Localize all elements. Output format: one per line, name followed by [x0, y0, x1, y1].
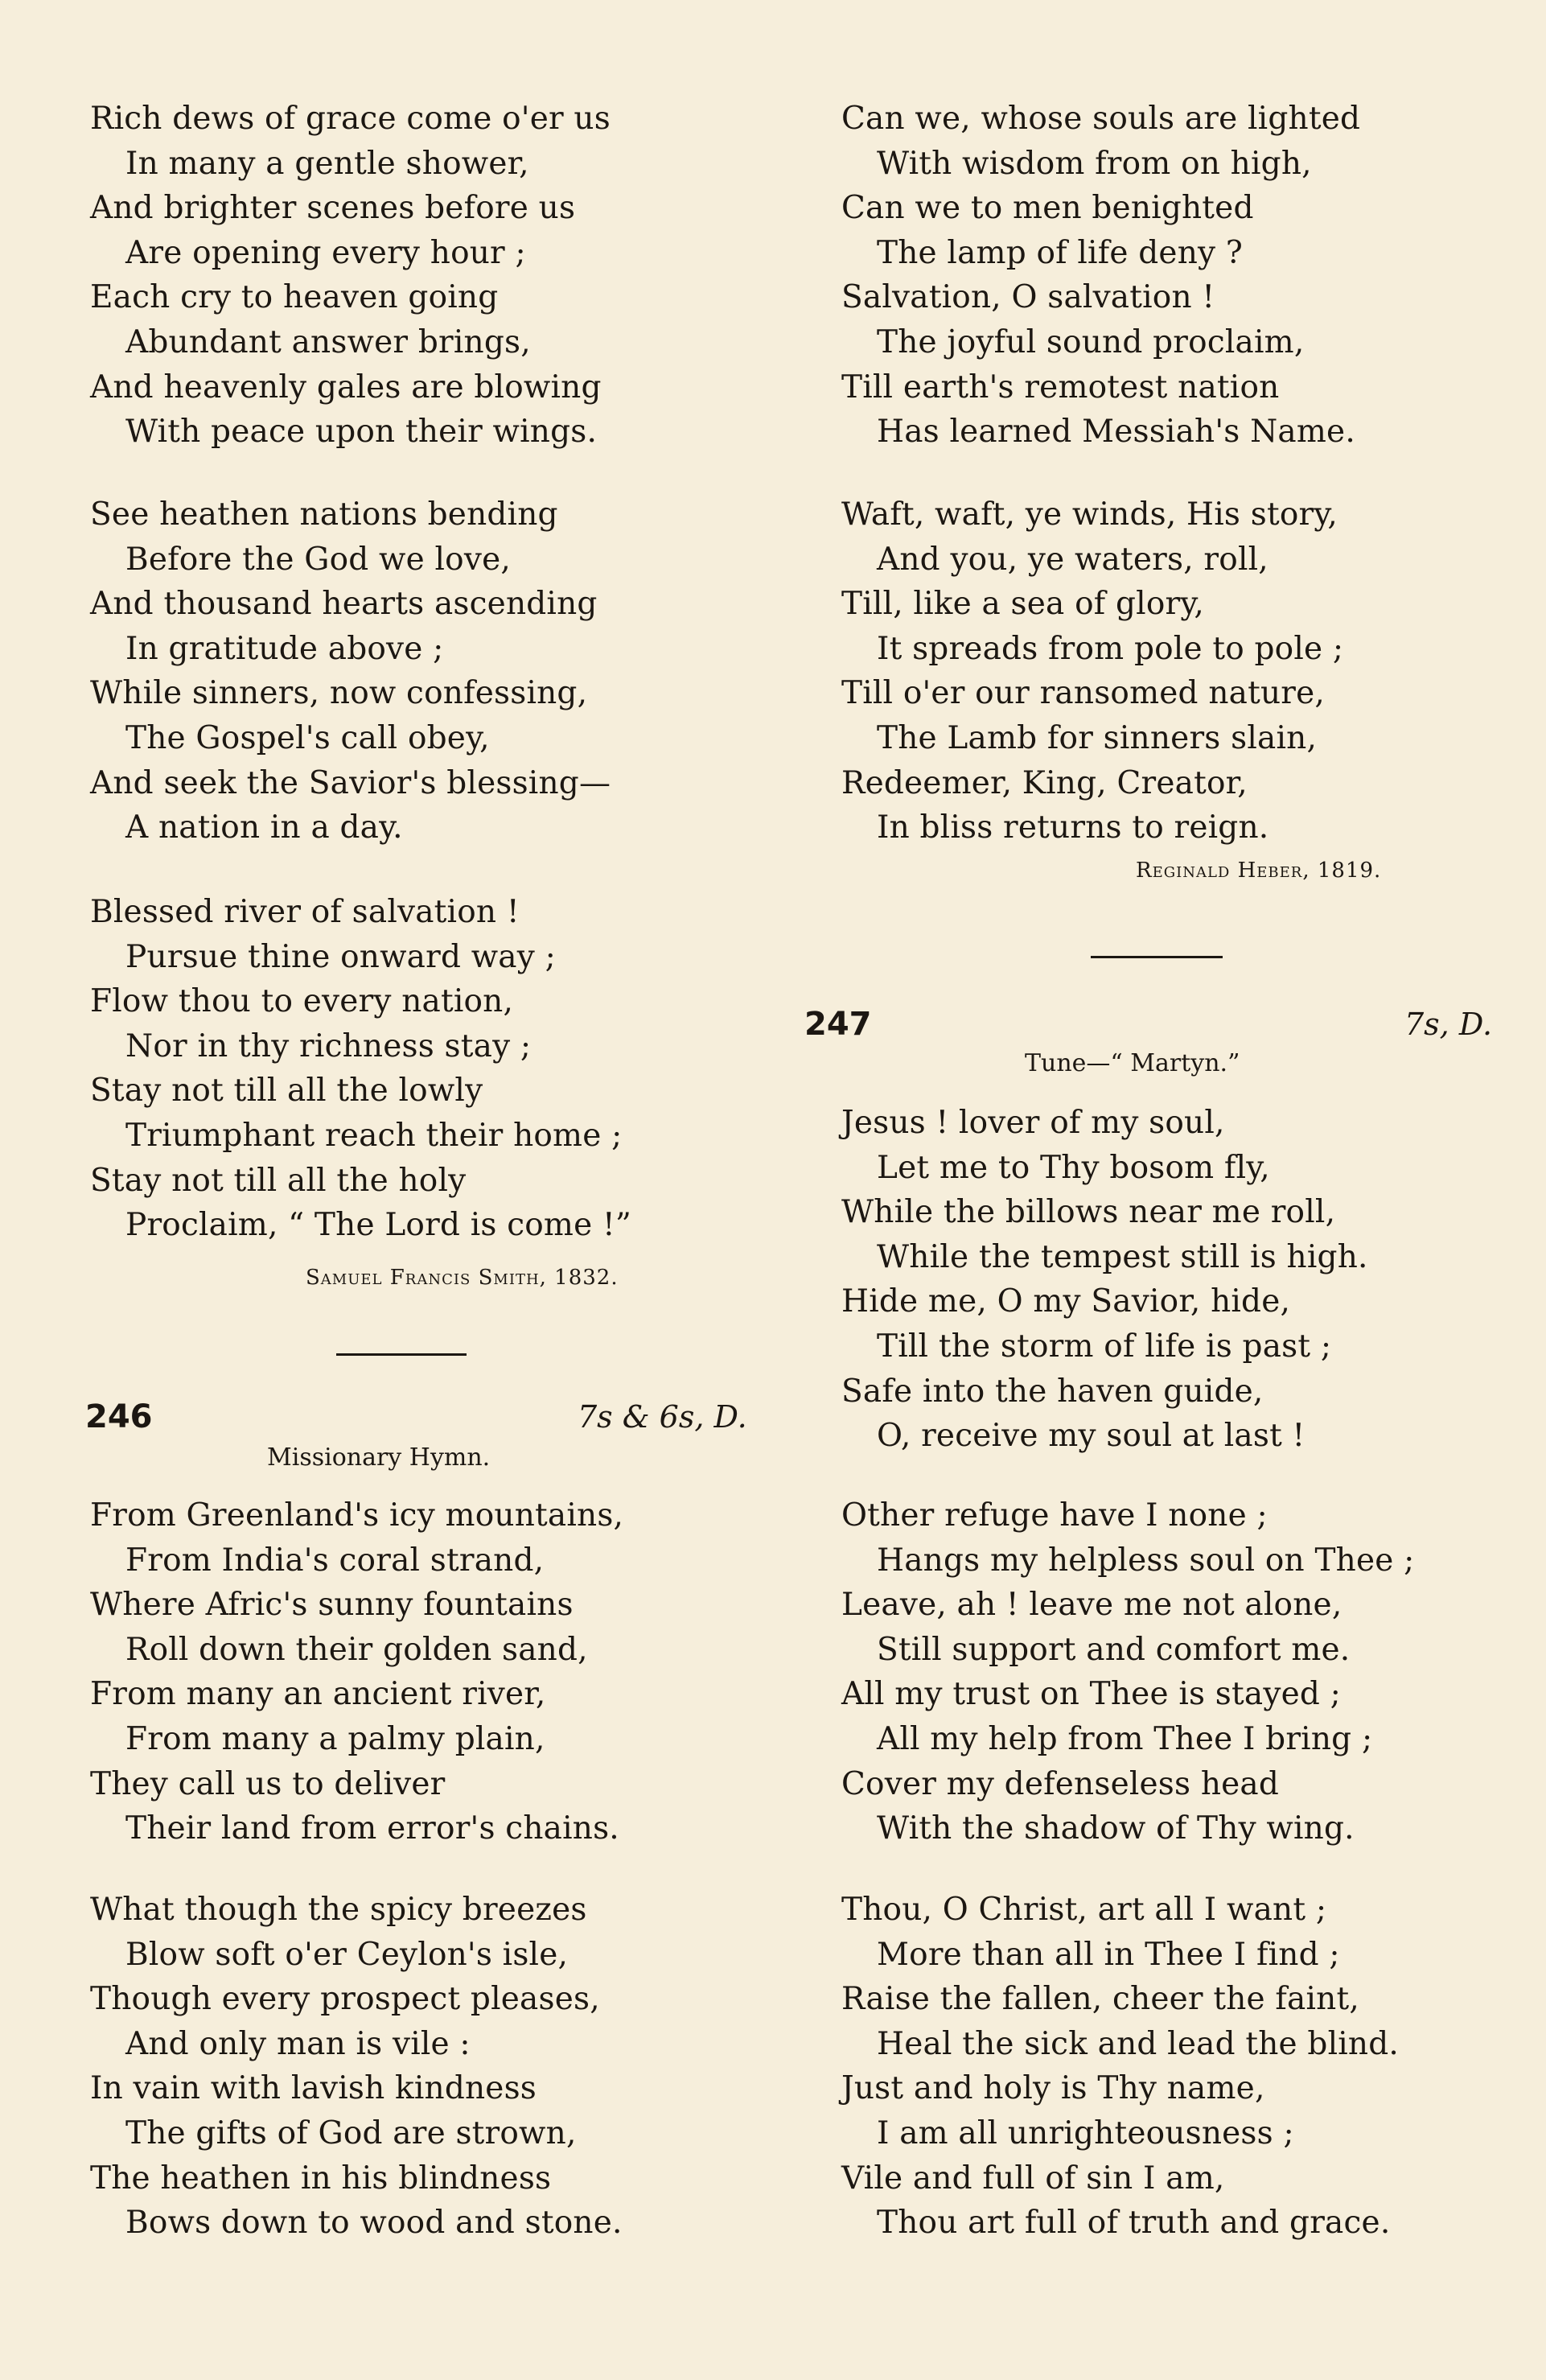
verse-line: They call us to deliver: [90, 1765, 446, 1802]
verse-line: Till, like a sea of glory,: [841, 586, 1204, 623]
stanza: [90, 890, 814, 1248]
verse-line: With peace upon their wings.: [125, 414, 598, 451]
verse-line: The joyful sound proclaim,: [877, 323, 1305, 360]
verse-line: Bows down to wood and stone.: [125, 2205, 623, 2242]
verse-line: Safe into the haven guide,: [841, 1373, 1264, 1410]
verse-line: It spreads from pole to pole ;: [877, 630, 1344, 667]
verse-line: In gratitude above ;: [125, 630, 444, 667]
verse-line: While the tempest still is high.: [877, 1238, 1368, 1275]
verse-line: Waft, waft, ye winds, His story,: [841, 496, 1338, 533]
verse-line: Can we to men benighted: [841, 190, 1254, 227]
verse-line: More than all in Thee I find ;: [877, 1936, 1340, 1973]
stanza: [841, 492, 1546, 850]
hymn-meter: 7s & 6s, D.: [578, 1399, 747, 1435]
verse-line: In vain with lavish kindness: [90, 2070, 537, 2107]
hymn-subtitle: Missionary Hymn.: [267, 1443, 491, 1472]
verse-line: Let me to Thy bosom fly,: [877, 1149, 1270, 1186]
verse-line: Jesus ! lover of my soul,: [841, 1105, 1225, 1141]
verse-line: In bliss returns to reign.: [877, 809, 1269, 846]
stanza: [841, 1101, 1546, 1459]
verse-line: Their land from error's chains.: [125, 1810, 619, 1847]
stanza: [90, 1888, 814, 2246]
verse-line: The heathen in his blindness: [90, 2160, 552, 2197]
verse-line: Salvation, O salvation !: [841, 279, 1215, 316]
verse-line: Pursue thine onward way ;: [125, 938, 556, 975]
verse-line: I am all unrighteousness ;: [877, 2114, 1294, 2151]
verse-line: Stay not till all the holy: [90, 1162, 467, 1199]
verse-line: Heal the sick and lead the blind.: [877, 2025, 1399, 2062]
verse-line: Till the storm of life is past ;: [877, 1328, 1332, 1365]
hymn-number: 247: [804, 1006, 872, 1043]
verse-line: Though every prospect pleases,: [90, 1981, 600, 2018]
verse-line: And thousand hearts ascending: [90, 586, 598, 623]
verse-line: All my help from Thee I bring ;: [877, 1720, 1373, 1757]
verse-line: O, receive my soul at last !: [877, 1418, 1305, 1455]
stanza: [90, 1493, 814, 1851]
verse-line: Till o'er our ransomed nature,: [841, 675, 1325, 712]
verse-line: Leave, ah ! leave me not alone,: [841, 1587, 1342, 1624]
verse-line: The Gospel's call obey,: [125, 719, 490, 756]
verse-line: From Greenland's icy mountains,: [90, 1497, 624, 1534]
verse-line: Till earth's remotest nation: [841, 369, 1280, 406]
verse-line: A nation in a day.: [125, 809, 403, 846]
verse-line: Before the God we love,: [125, 541, 511, 578]
hymn-subtitle: Tune—“ Martyn.”: [1025, 1049, 1240, 1077]
verse-line: All my trust on Thee is stayed ;: [841, 1676, 1341, 1713]
hymn-number: 246: [85, 1398, 153, 1435]
verse-line: With the shadow of Thy wing.: [877, 1810, 1355, 1847]
verse-line: The Lamb for sinners slain,: [877, 719, 1318, 756]
verse-line: Blessed river of salvation !: [90, 894, 520, 930]
verse-line: Blow soft o'er Ceylon's isle,: [125, 1936, 569, 1973]
verse-line: And only man is vile :: [125, 2025, 471, 2062]
verse-line: Thou, O Christ, art all I want ;: [841, 1892, 1327, 1928]
verse-line: Abundant answer brings,: [125, 323, 531, 360]
verse-line: Triumphant reach their home ;: [125, 1117, 623, 1154]
verse-line: While the billows near me roll,: [841, 1194, 1336, 1231]
verse-line: While sinners, now confessing,: [90, 675, 588, 712]
verse-line: Still support and comfort me.: [877, 1631, 1351, 1668]
verse-line: Other refuge have I none ;: [841, 1497, 1268, 1534]
verse-line: Cover my defenseless head: [841, 1765, 1280, 1802]
section-divider: [1091, 956, 1223, 958]
verse-line: Nor in thy richness stay ;: [125, 1027, 532, 1064]
verse-line: And you, ye waters, roll,: [877, 541, 1268, 578]
verse-line: Proclaim, “ The Lord is come !”: [125, 1207, 631, 1244]
verse-line: Flow thou to every nation,: [90, 983, 514, 1020]
verse-line: From many an ancient river,: [90, 1676, 546, 1713]
section-divider: [336, 1353, 467, 1356]
verse-line: Each cry to heaven going: [90, 279, 499, 316]
verse-line: In many a gentle shower,: [125, 145, 529, 182]
stanza: [841, 97, 1546, 455]
verse-line: And seek the Savior's blessing—: [90, 764, 611, 801]
verse-line: Rich dews of grace come o'er us: [90, 101, 611, 137]
verse-line: Redeemer, King, Creator,: [841, 764, 1248, 801]
verse-line: From many a palmy plain,: [125, 1720, 545, 1757]
verse-line: Hide me, O my Savior, hide,: [841, 1283, 1291, 1320]
verse-line: Vile and full of sin I am,: [841, 2160, 1225, 2197]
verse-line: Hangs my helpless soul on Thee ;: [877, 1542, 1415, 1579]
hymn-author: Samuel Francis Smith, 1832.: [306, 1266, 619, 1290]
stanza: [841, 1493, 1546, 1851]
verse-line: See heathen nations bending: [90, 496, 558, 533]
verse-line: Are opening every hour ;: [125, 234, 526, 271]
stanza: [90, 492, 814, 850]
verse-line: From India's coral strand,: [125, 1542, 545, 1579]
verse-line: Stay not till all the lowly: [90, 1073, 483, 1110]
verse-line: What though the spicy breezes: [90, 1892, 587, 1928]
verse-line: And heavenly gales are blowing: [90, 369, 602, 406]
stanza: [841, 1888, 1546, 2246]
verse-line: The lamp of life deny ?: [877, 234, 1243, 271]
hymn-meter: 7s, D.: [1404, 1007, 1493, 1042]
verse-line: Can we, whose souls are lighted: [841, 101, 1361, 137]
verse-line: Roll down their golden sand,: [125, 1631, 588, 1668]
verse-line: With wisdom from on high,: [877, 145, 1312, 182]
verse-line: Raise the fallen, cheer the faint,: [841, 1981, 1359, 2018]
verse-line: Has learned Messiah's Name.: [877, 414, 1355, 451]
verse-line: And brighter scenes before us: [90, 190, 576, 227]
stanza: [90, 97, 814, 455]
verse-line: Thou art full of truth and grace.: [877, 2205, 1391, 2242]
verse-line: The gifts of God are strown,: [125, 2114, 577, 2151]
verse-line: Just and holy is Thy name,: [841, 2070, 1265, 2107]
hymn-author: Reginald Heber, 1819.: [1136, 859, 1382, 883]
verse-line: Where Afric's sunny fountains: [90, 1587, 574, 1624]
